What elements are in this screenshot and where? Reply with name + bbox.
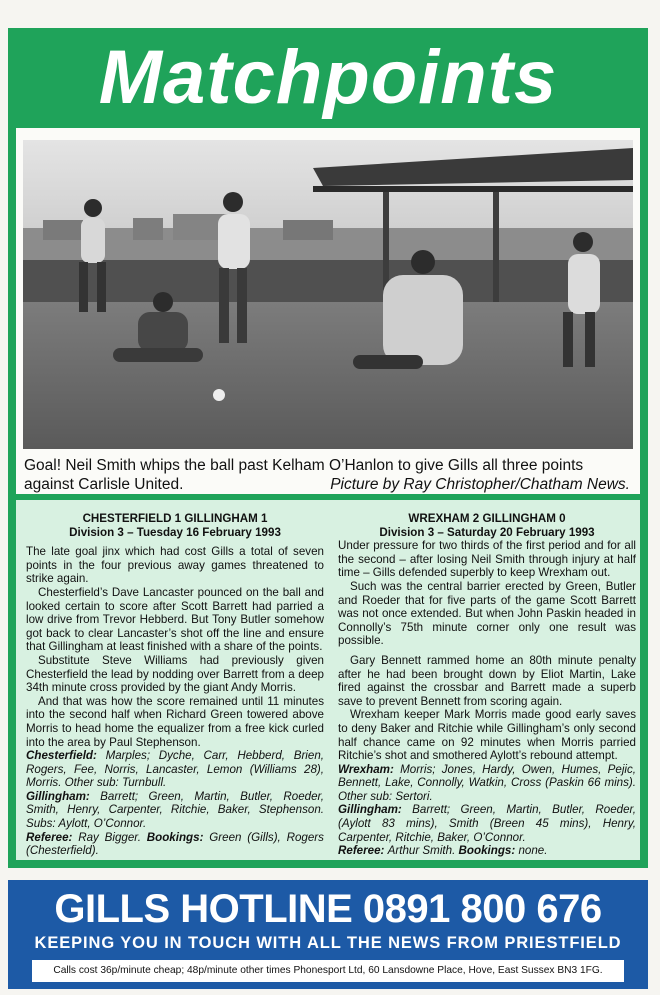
officials (26, 831, 324, 858)
team-label: Gillingham: (338, 803, 402, 817)
hotline-footer: Calls cost 36p/minute cheap; 48p/minute other times Phonesport Ltd, 60 Lansdowne Place, Hove, East Sussex BN3 1FG. (32, 960, 624, 982)
match-photo-image (23, 140, 633, 449)
officials (338, 844, 636, 858)
referee-label: Referee: (26, 830, 73, 844)
match-photo (23, 140, 633, 449)
referee-name: Arthur Smith. (387, 844, 456, 858)
team-list: Marples; Dyche, Carr, Hebberd, Brien, Rogers, Fee, Norris, Lancaster, Lemon (Williams 28), Morris. Other sub: Turnbull. (26, 749, 324, 790)
report-paragraph: And that was how the score remained until 11 minutes into the second half when Richard Green towered above Morris to head home the equalizer from a free kick curled into the area by Paul Stephenson. (26, 694, 324, 749)
report-heading: WREXHAM 2 GILLINGHAM 0 (408, 512, 566, 525)
team-list: Barrett; Green, Martin, Butler, Roeder, Smith, Henry, Carpenter, Ritchie, Baker, Stephenson. Subs: Aylott, O’Connor. (26, 789, 324, 831)
report-paragraph: The late goal jinx which had cost Gills a total of seven points in the four previous away games threatened to strike again. (26, 545, 324, 586)
report-chesterfield (26, 512, 324, 858)
team-lineup (26, 749, 324, 790)
team-lineup (338, 803, 636, 844)
report-paragraph: Such was the central barrier erected by Green, Butler and Roeder that for five parts of the game Scott Barrett was not once extended. But when John Paskin headed in Connolly’s 75th minute corner only one result was possible. (338, 579, 636, 648)
report-paragraph: Substitute Steve Williams had previously given Chesterfield the lead by nodding over Barrett from a deep 34th minute cross provided by the giant Andy Morris. (26, 653, 324, 695)
photo-caption (24, 456, 630, 494)
caption-text: Goal! Neil Smith whips the ball past Kelham O’Hanlon to give Gills all three points against Carlisle United. (24, 457, 584, 493)
team-label: Wrexham: (338, 762, 394, 776)
team-lineup (338, 763, 636, 804)
team-lineup (26, 790, 324, 831)
report-subheading: Division 3 – Saturday 20 February 1993 (379, 525, 595, 539)
referee-label: Referee: (338, 844, 385, 858)
page-title: Matchpoints (98, 35, 558, 120)
report-paragraph: Gary Bennett rammed home an 80th minute penalty after he had been brought down by Eliot Martin, Lake fired against the crossbar and Barrett made a superb save to prevent Bennett from scoring again. (338, 653, 636, 708)
team-list: Morris; Jones, Hardy, Owen, Humes, Pejic, Bennett, Lake, Connolly, Watkin, Cross (Paskin 66 mins). Other sub: Sertori. (338, 762, 636, 803)
report-subheading: Division 3 – Tuesday 16 February 1993 (69, 525, 281, 539)
report-paragraph: Wrexham keeper Mark Morris made good early saves to deny Baker and Ritchie while Gillingham’s only second half chance came on 92 minutes when Morris parried Ritchie’s shot and smothered Aylott’s rebound attempt. (338, 708, 636, 763)
team-label: Chesterfield: (26, 749, 97, 763)
hotline-subtitle: KEEPING YOU IN TOUCH WITH ALL THE NEWS FROM PRIESTFIELD (34, 934, 622, 952)
report-wrexham (338, 512, 636, 858)
bookings-label: Bookings: (146, 830, 204, 844)
team-list: Barrett; Green, Martin, Butler, Roeder, (Aylott 83 mins), Smith (Breen 45 mins), Henry, Carpenter, Ritchie, Baker, O’Connor. (338, 803, 636, 844)
hotline-title: GILLS HOTLINE 0891 800 676 (54, 887, 602, 931)
report-paragraph: Chesterfield’s Dave Lancaster pounced on the ball and looked certain to score after Scott Barrett had parried a low drive from Trevor Hebberd. But Tony Butler somehow got back to clear Lancaster’s shot off the line and ensure that Gillingham at least finished with a share of the points. (26, 585, 324, 654)
report-paragraph: Under pressure for two thirds of the first period and for all the second – after losing Neil Smith through injury at half time – Gills defended superbly to keep Wrexham out. (338, 539, 636, 580)
team-label: Gillingham: (26, 789, 90, 803)
bookings-text: Green (Gills), Rogers (Chesterfield). (26, 830, 324, 858)
caption-credit: Picture by Ray Christopher/Chatham News. (330, 476, 630, 493)
report-heading: CHESTERFIELD 1 GILLINGHAM 1 (82, 512, 268, 525)
referee-name: Ray Bigger. (78, 830, 141, 844)
bookings-label: Bookings: (458, 844, 516, 858)
hotline-advert (8, 880, 648, 989)
bookings-text: none. (518, 844, 548, 858)
